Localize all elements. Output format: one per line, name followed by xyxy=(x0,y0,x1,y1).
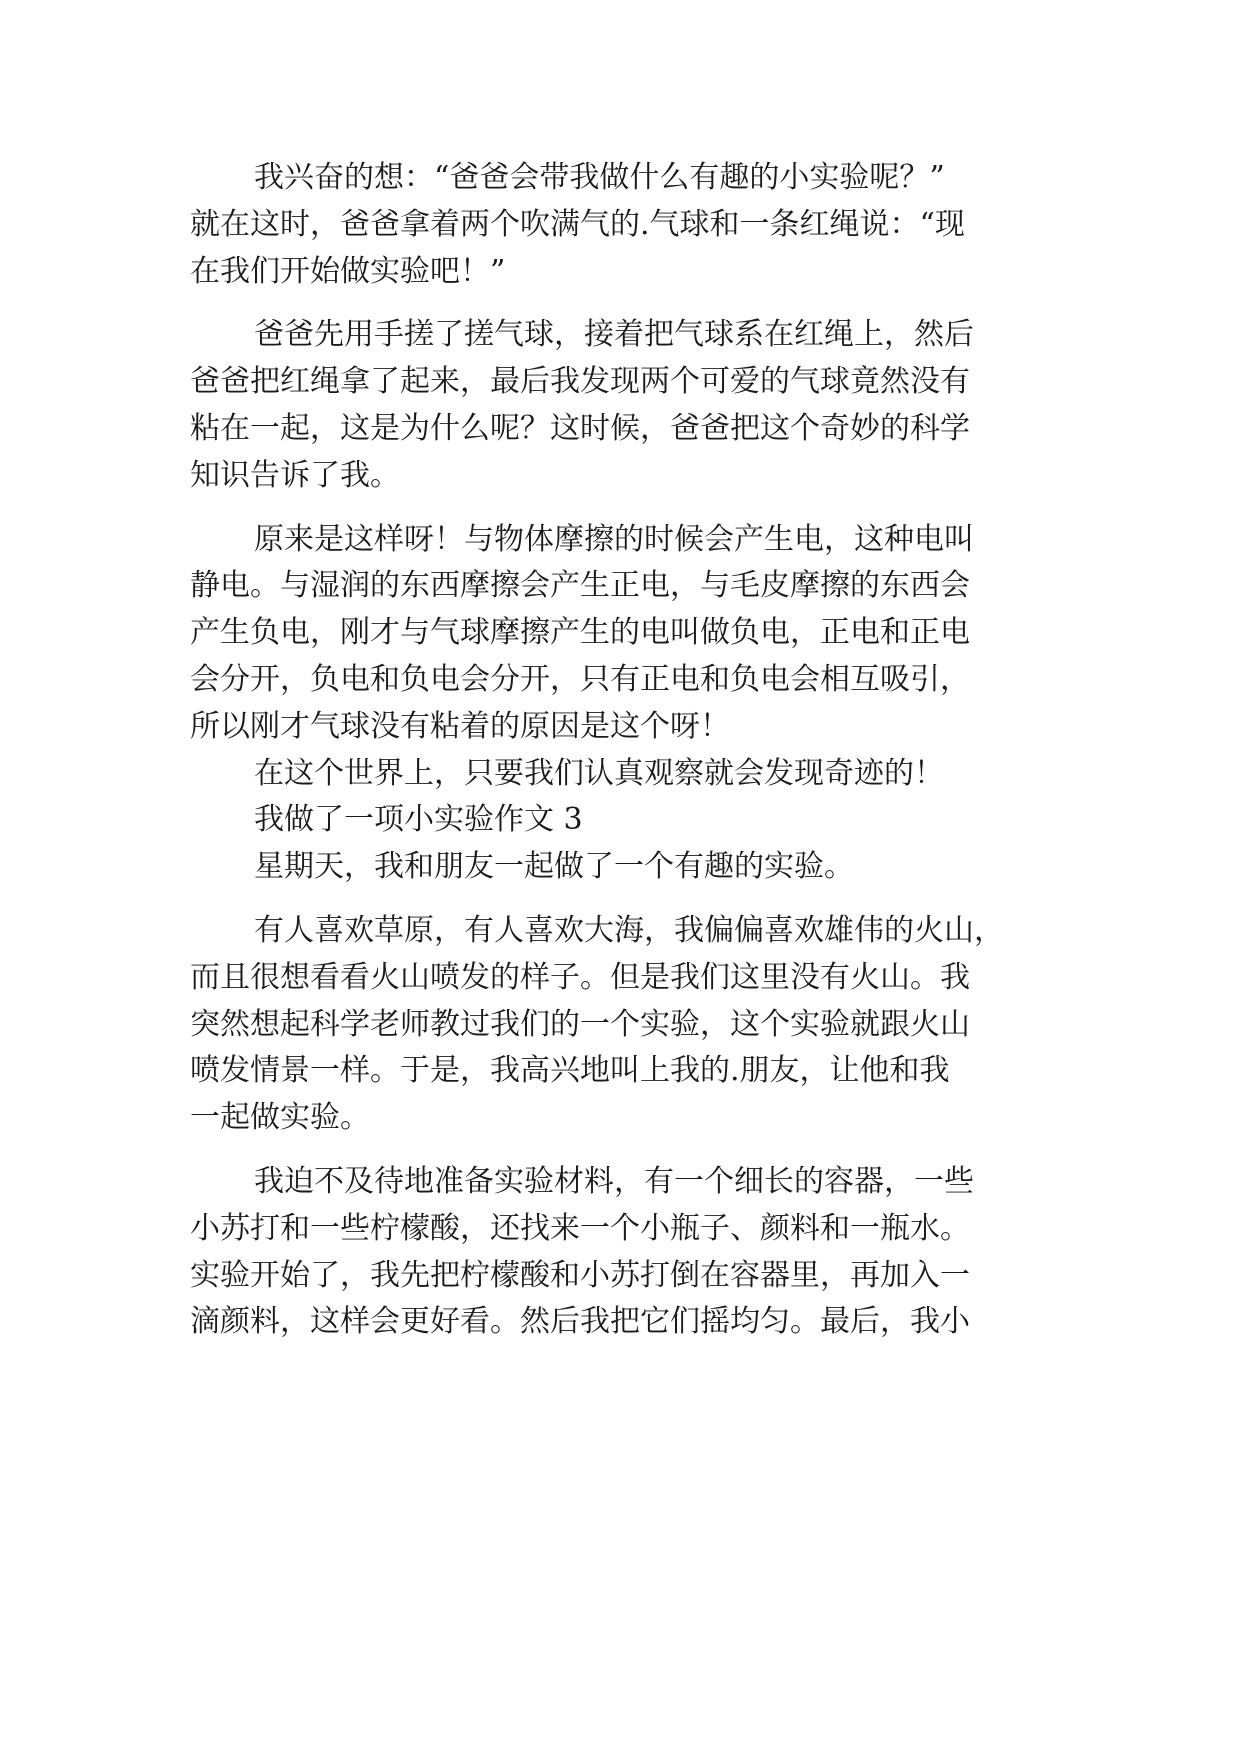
text-line: 喷发情景一样。于是，我高兴地叫上我的.朋友，让他和我 xyxy=(190,1053,950,1089)
text-line: 在我们开始做实验吧！” xyxy=(190,253,506,289)
paragraph xyxy=(190,844,1050,891)
text-line: 小苏打和一些柠檬酸，还找来一个小瓶子、颜料和一瓶水。 xyxy=(190,1210,970,1246)
text-line: 一起做实验。 xyxy=(190,1100,370,1136)
text-line: 知识告诉了我。 xyxy=(190,457,400,493)
text-line: 实验开始了，我先把柠檬酸和小苏打倒在容器里，再加入一 xyxy=(190,1257,970,1293)
document-page xyxy=(190,155,1050,1346)
paragraph xyxy=(190,312,1050,499)
text-line: 产生负电，刚才与气球摩擦产生的电叫做负电，正电和正电 xyxy=(190,615,970,651)
paragraph xyxy=(190,908,1050,1142)
text-line: 有人喜欢草原，有人喜欢大海，我偏偏喜欢雄伟的火山， xyxy=(254,912,1004,948)
section-heading xyxy=(190,797,1050,844)
text-line: 而且很想看看火山喷发的样子。但是我们这里没有火山。我 xyxy=(190,959,970,995)
text-line: 我迫不及待地准备实验材料，有一个细长的容器，一些 xyxy=(254,1163,974,1199)
paragraph xyxy=(190,1159,1050,1346)
text-line: 在这个世界上，只要我们认真观察就会发现奇迹的！ xyxy=(254,755,944,791)
text-line: 会分开，负电和负电会分开，只有正电和负电会相互吸引， xyxy=(190,661,970,697)
text-line: 突然想起科学老师教过我们的一个实验，这个实验就跟火山 xyxy=(190,1006,970,1042)
text-line: 原来是这样呀！与物体摩擦的时候会产生电，这种电叫 xyxy=(254,521,974,557)
text-line: 爸爸把红绳拿了起来，最后我发现两个可爱的气球竟然没有 xyxy=(190,364,970,400)
paragraph xyxy=(190,155,1050,295)
text-line: 滴颜料，这样会更好看。然后我把它们摇均匀。最后，我小 xyxy=(190,1304,970,1340)
text-line: 我做了一项小实验作文 3 xyxy=(254,802,583,838)
paragraph xyxy=(190,751,1050,798)
text-line: 粘在一起，这是为什么呢？这时候，爸爸把这个奇妙的科学 xyxy=(190,410,970,446)
text-line: 爸爸先用手搓了搓气球，接着把气球系在红绳上，然后 xyxy=(254,317,974,353)
text-line: 就在这时，爸爸拿着两个吹满气的.气球和一条红绳说：“现 xyxy=(190,206,965,242)
text-line: 静电。与湿润的东西摩擦会产生正电，与毛皮摩擦的东西会 xyxy=(190,568,970,604)
text-line: 所以刚才气球没有粘着的原因是这个呀！ xyxy=(190,708,730,744)
text-line: 星期天，我和朋友一起做了一个有趣的实验。 xyxy=(254,849,854,885)
text-line: 我兴奋的想：“爸爸会带我做什么有趣的小实验呢？” xyxy=(254,160,945,195)
paragraph xyxy=(190,517,1050,751)
